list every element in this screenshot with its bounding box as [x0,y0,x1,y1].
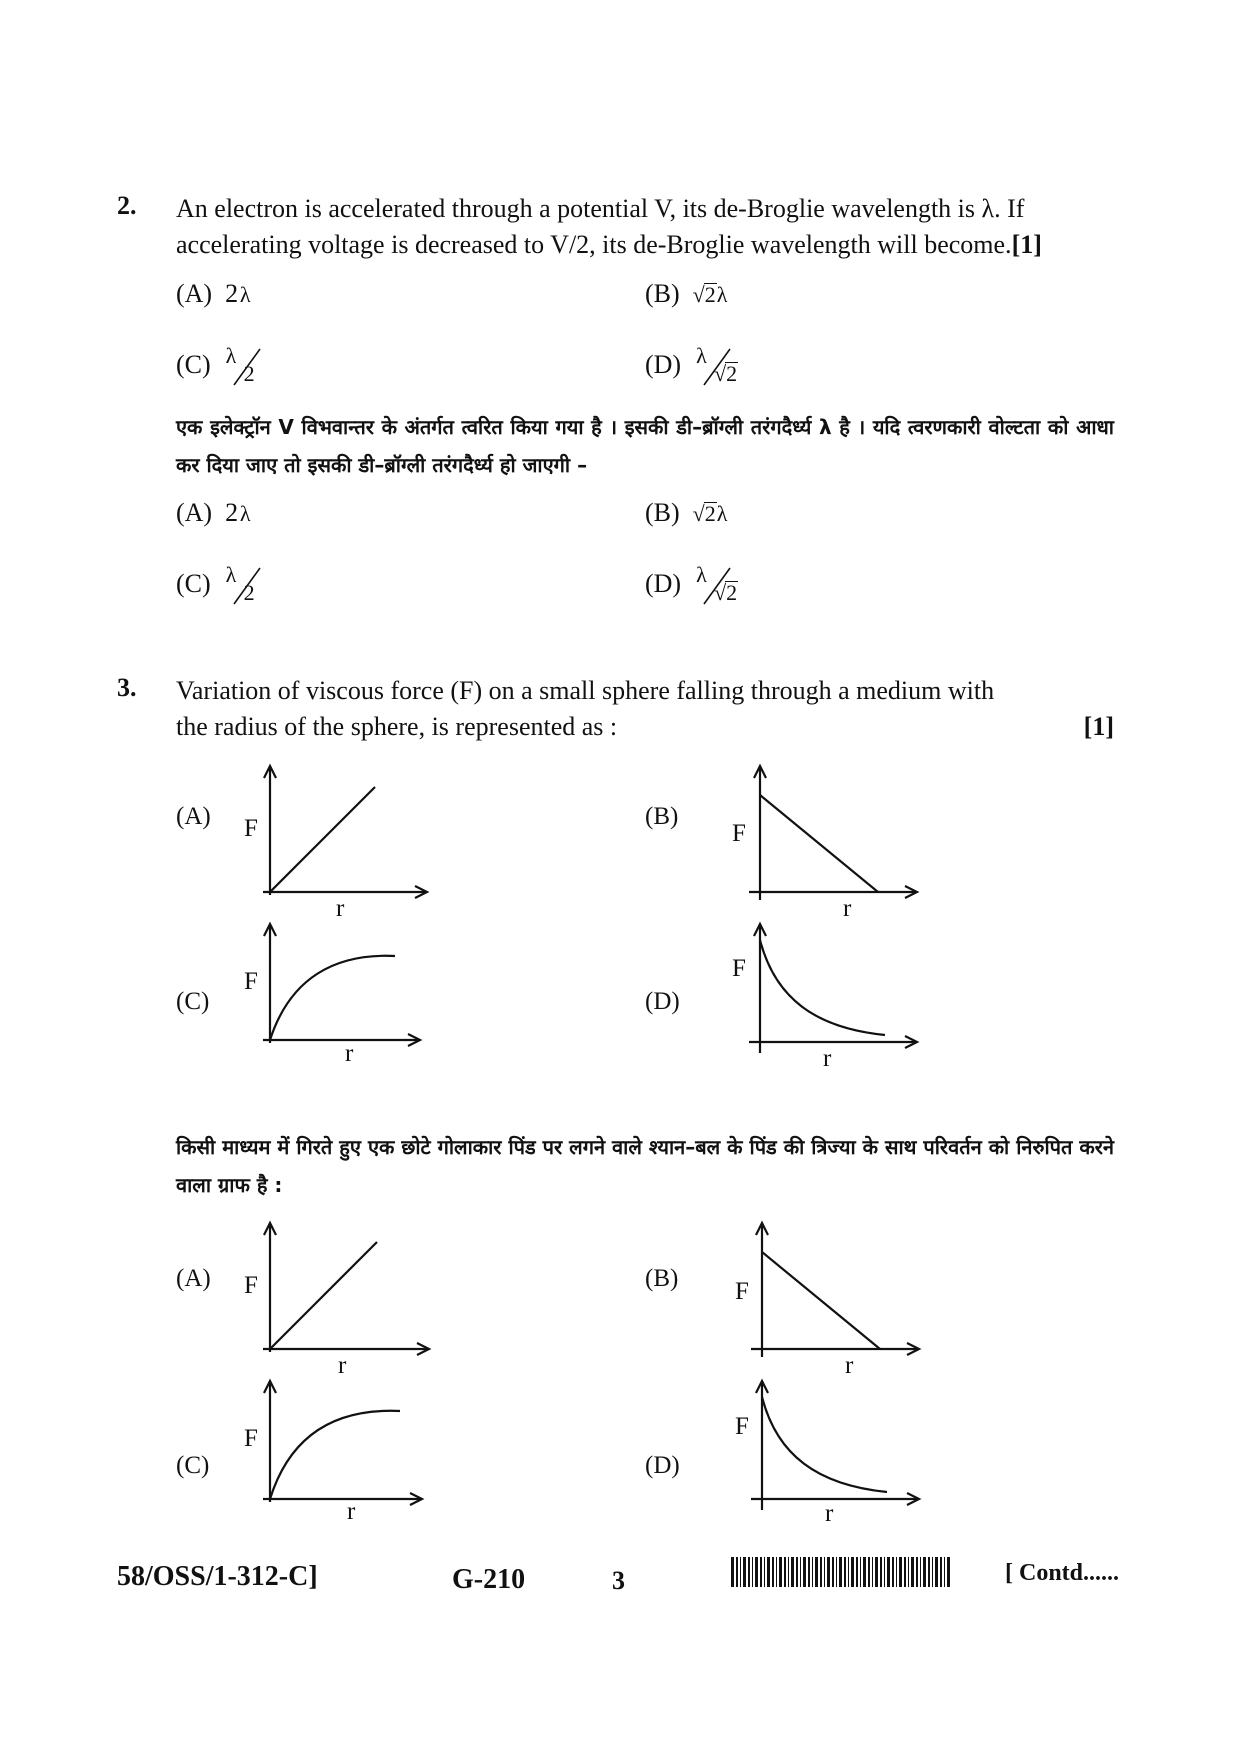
graph-d-label[interactable]: (D) [645,988,680,1015]
graph-a-y-label: F [244,1272,258,1299]
graph-a-linear-increasing [255,760,435,900]
graph-b-x-label: r [843,895,852,922]
graph-a-x-label: r [336,895,345,922]
page-number: 3 [612,1566,625,1595]
question-2-line-2: accelerating voltage is decreased to V/2, its de-Broglie wavelength will become.[1] [176,230,1042,259]
graph-c-saturating-increase [255,918,435,1048]
graph-d-decaying-curve [747,1375,927,1515]
graph-a-label[interactable]: (A) [176,1265,211,1292]
graph-a-label[interactable]: (A) [176,803,211,830]
graph-a-x-label: r [338,1352,347,1379]
lambda-over-root2-fraction: λ √2 [696,562,738,605]
question-3-number: 3. [117,673,137,702]
question-3-line-2: the radius of the sphere, is represented as : [1] [176,709,1114,745]
graph-d-label[interactable]: (D) [645,1452,680,1479]
graph-b-y-label: F [735,1278,749,1305]
question-2-marks: [1] [1011,230,1042,259]
q2-option-c[interactable]: (C) λ 2 [176,347,270,387]
q2-option-b[interactable]: (B) √2λ [645,279,728,308]
graph-b-x-label: r [845,1352,854,1379]
question-2-text [176,191,1114,263]
q2-hindi-option-b[interactable]: (B) √2λ [645,498,728,527]
continued-marker: [ Contd...... [1005,1560,1120,1586]
q2-option-a[interactable]: (A) 2 λ [176,279,251,308]
graph-b-label[interactable]: (B) [645,1265,679,1292]
lambda-over-root2-fraction: λ √2 [696,343,738,386]
graph-d-y-label: F [735,1413,749,1440]
q2-hindi-option-d[interactable]: (D) λ √2 [645,566,754,606]
graph-b-label[interactable]: (B) [645,803,679,830]
graph-c-x-label: r [345,1040,354,1067]
q2-hindi-option-c[interactable]: (C) λ 2 [176,566,270,606]
q2-option-d[interactable]: (D) λ √2 [645,347,754,387]
graph-c-y-label: F [244,1425,258,1452]
graph-c-label[interactable]: (C) [176,1452,210,1479]
graph-a-y-label: F [244,815,258,842]
lambda-over-2-fraction: λ 2 [224,566,270,606]
series-code: G-210 [452,1564,526,1595]
graph-c-saturating-increase [255,1375,435,1507]
q2-hindi-option-a[interactable]: (A) 2 λ [176,498,251,527]
graph-d-decaying-curve [745,918,925,1058]
question-2-number: 2. [117,191,137,220]
lambda-over-2-fraction: λ 2 [224,347,270,387]
graph-b-y-label: F [732,820,746,847]
graph-b-linear-decreasing [747,1217,927,1357]
barcode-icon [731,1557,953,1587]
graph-d-y-label: F [732,955,746,982]
graph-a-linear-increasing [255,1217,435,1357]
question-2-hindi-text: एक इलेक्ट्रॉन V विभवान्तर के अंतर्गत त्वरित किया गया है । इसकी डी–ब्रॉग्ली तरंगदैर्ध्य λ है । यदि त्वरणकारी वोल्टता को आधा कर दिया जाए तो इसकी डी–ब्रॉग्ली तरंगदैर्ध्य हो जाएगी – [176,415,1114,477]
graph-d-x-label: r [823,1045,832,1072]
paper-code: 58/OSS/1-312-C] [117,1561,318,1592]
question-3-line-1: Variation of viscous force (F) on a small sphere falling through a medium with [176,676,995,705]
question-3-hindi-text: किसी माध्यम में गिरते हुए एक छोटे गोलाकार पिंड पर लगने वाले श्यान–बल के पिंड की त्रिज्या के साथ परिवर्तन को निरुपित करने वाला ग्राफ है : [176,1135,1114,1197]
graph-c-x-label: r [347,1498,356,1525]
question-3-text [176,673,1114,745]
graph-d-x-label: r [825,1500,834,1527]
graph-c-label[interactable]: (C) [176,988,210,1015]
graph-b-linear-decreasing [745,760,925,900]
question-2-line-1: An electron is accelerated through a potential V, its de-Broglie wavelength is λ. If [176,194,1025,223]
graph-c-y-label: F [244,968,258,995]
question-3-marks: [1] [1083,712,1114,741]
